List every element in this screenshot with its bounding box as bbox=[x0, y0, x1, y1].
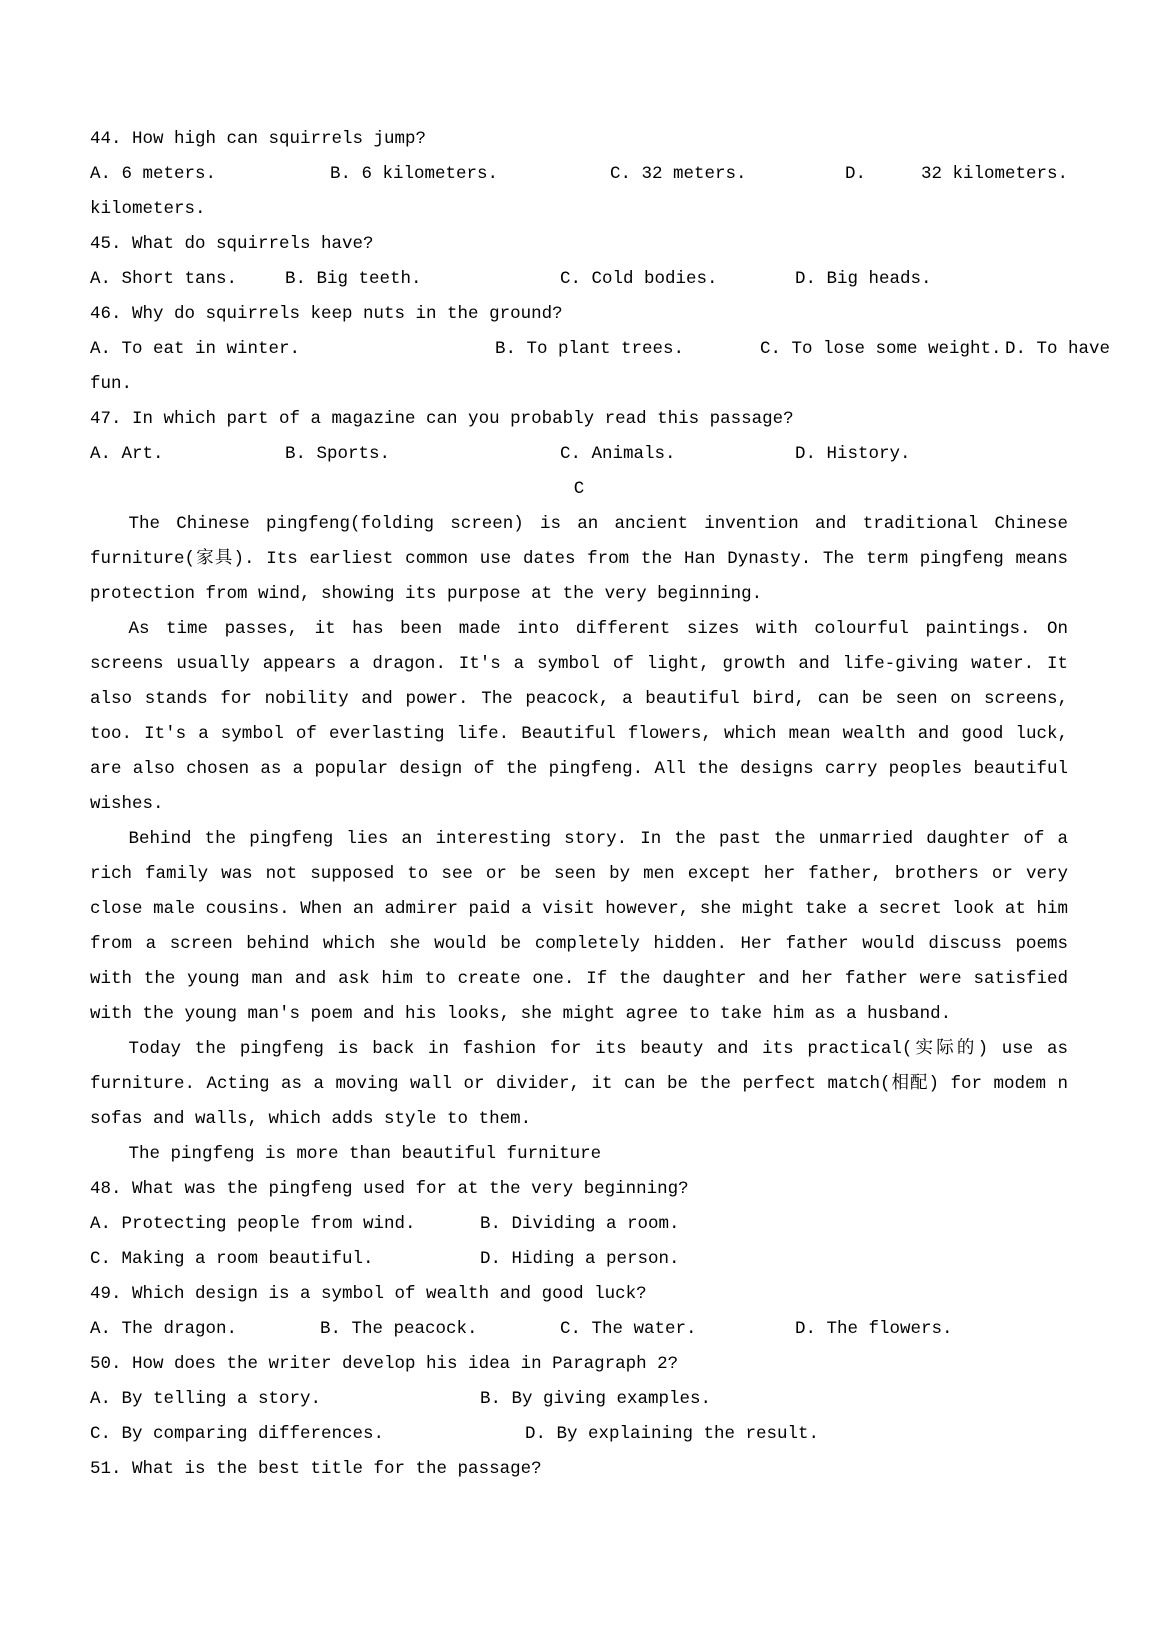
option-c[interactable]: C. By comparing differences. bbox=[90, 1424, 385, 1444]
option-d[interactable]: D. Hiding a person. bbox=[480, 1249, 680, 1269]
question-49-stem: 49. Which design is a symbol of wealth and good luck? bbox=[90, 1284, 647, 1304]
option-d[interactable]: D. By explaining the result. bbox=[525, 1424, 820, 1444]
question-47-stem: 47. In which part of a magazine can you probably read this passage? bbox=[90, 409, 794, 429]
question-46-options bbox=[90, 332, 1111, 367]
question-44-options bbox=[90, 157, 1068, 192]
option-c[interactable]: C. Animals. bbox=[560, 444, 676, 464]
option-b[interactable]: B. Dividing a room. bbox=[480, 1214, 680, 1234]
option-a[interactable]: A. By telling a story. bbox=[90, 1389, 322, 1409]
question-48-stem: 48. What was the pingfeng used for at the very beginning? bbox=[90, 1179, 689, 1199]
option-d-value[interactable]: 32 kilometers. bbox=[920, 164, 1068, 184]
question-51-stem: 51. What is the best title for the passage? bbox=[90, 1459, 542, 1479]
option-c[interactable]: C. To lose some weight. bbox=[760, 339, 1002, 359]
section-label: C bbox=[573, 479, 585, 499]
option-c[interactable]: C. Cold bodies. bbox=[560, 269, 718, 289]
question-50-options-row1 bbox=[90, 1382, 1068, 1417]
question-45-stem: 45. What do squirrels have? bbox=[90, 234, 374, 254]
option-c[interactable]: C. 32 meters. bbox=[610, 164, 747, 184]
option-a[interactable]: A. Protecting people from wind. bbox=[90, 1214, 416, 1234]
passage-paragraph-3: Behind the pingfeng lies an interesting story. In the past the unmarried daughter of a rich family was not supposed to see or be seen by men except her father, brothers or very close male cousins. When an admirer paid a visit however, she might take a secret look at him from a screen behind which she would be completely hidden. Her father would discuss poems with the young man and ask him to create one. If the daughter and her father were satisfied with the young man's poem and his looks, she might agree to take him as a husband. bbox=[90, 829, 1068, 1024]
question-45-options bbox=[90, 262, 1068, 297]
option-a[interactable]: A. Art. bbox=[90, 444, 164, 464]
passage-paragraph-2: As time passes, it has been made into different sizes with colourful paintings. On screens usually appears a dragon. It's a symbol of light, growth and life-giving water. It also stands for nobility and power. The peacock, a beautiful bird, can be seen on screens, too. It's a symbol of everlasting life. Beautiful flowers, which mean wealth and good luck, are also chosen as a popular design of the pingfeng. All the designs carry peoples beautiful wishes. bbox=[90, 619, 1068, 814]
option-d[interactable]: D. Big heads. bbox=[795, 269, 932, 289]
passage-paragraph-4: Today the pingfeng is back in fashion for its beauty and its practical(实际的) use as furniture. Acting as a moving wall or divider, it can be the perfect match(相配) for modem n sofas and walls, which adds style to them. bbox=[90, 1039, 1068, 1129]
option-a[interactable]: A. Short tans. bbox=[90, 269, 238, 289]
option-d[interactable]: D. History. bbox=[795, 444, 911, 464]
passage-paragraph-1: The Chinese pingfeng(folding screen) is an ancient invention and traditional Chinese furniture(家具). Its earliest common use dates from the Han Dynasty. The term pingfeng means protection from wind, showing its purpose at the very beginning. bbox=[90, 514, 1068, 604]
option-a[interactable]: A. 6 meters. bbox=[90, 164, 217, 184]
question-46-option-d-continued: fun. bbox=[90, 374, 133, 394]
question-48-options-row1 bbox=[90, 1207, 1068, 1242]
option-d[interactable]: D. bbox=[845, 164, 867, 184]
option-a[interactable]: A. To eat in winter. bbox=[90, 339, 301, 359]
option-c[interactable]: C. Making a room beautiful. bbox=[90, 1249, 374, 1269]
question-46-stem: 46. Why do squirrels keep nuts in the ground? bbox=[90, 304, 563, 324]
question-44-option-d-continued: kilometers. bbox=[90, 199, 206, 219]
option-d[interactable]: D. The flowers. bbox=[795, 1319, 953, 1339]
question-44-stem: 44. How high can squirrels jump? bbox=[90, 129, 427, 149]
option-b[interactable]: B. Sports. bbox=[285, 444, 391, 464]
passage-paragraph-5: The pingfeng is more than beautiful furniture bbox=[128, 1144, 602, 1164]
option-b[interactable]: B. By giving examples. bbox=[480, 1389, 712, 1409]
question-50-options-row2 bbox=[90, 1417, 1068, 1452]
question-47-options bbox=[90, 437, 1068, 472]
option-b[interactable]: B. Big teeth. bbox=[285, 269, 422, 289]
option-a[interactable]: A. The dragon. bbox=[90, 1319, 238, 1339]
question-48-options-row2 bbox=[90, 1242, 1068, 1277]
option-b[interactable]: B. The peacock. bbox=[320, 1319, 478, 1339]
option-b[interactable]: B. To plant trees. bbox=[495, 339, 685, 359]
option-d[interactable]: D. To have bbox=[1005, 339, 1111, 359]
question-49-options bbox=[90, 1312, 1068, 1347]
option-c[interactable]: C. The water. bbox=[560, 1319, 697, 1339]
question-50-stem: 50. How does the writer develop his idea in Paragraph 2? bbox=[90, 1354, 679, 1374]
option-b[interactable]: B. 6 kilometers. bbox=[330, 164, 499, 184]
